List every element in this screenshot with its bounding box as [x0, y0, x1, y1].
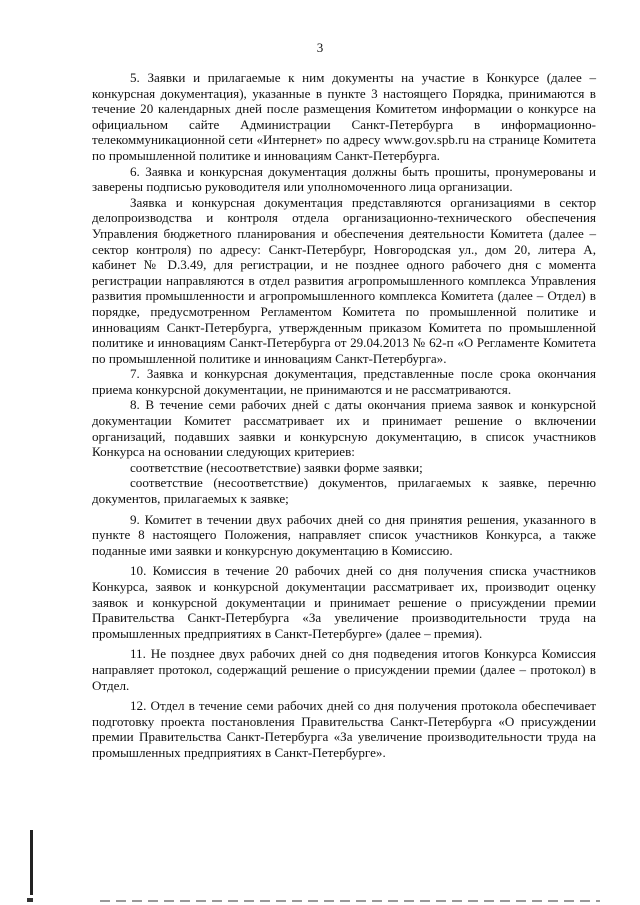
paragraph-number: 12.	[130, 698, 147, 714]
scan-edge-mark	[27, 898, 33, 902]
paragraph-number: 5.	[130, 70, 140, 85]
paragraph-number: 8.	[130, 397, 140, 413]
paragraph-text: В течение семи рабочих дней с даты окончания приема заявок и конкурсной документации Комитет рассматривает их и принимает решение о включении организаций, подавших заявки и конкурсную документацию, в список участников Конкурса на основании следующих критериев:	[92, 397, 596, 460]
paragraph-text: Комитет в течении двух рабочих дней со дня принятия решения, указанного в пункте 8 настоящего Положения, направляет список участников Конкурса, а также поданные ими заявки и конкурсную документацию в Комиссию.	[92, 511, 596, 558]
paragraph-7	[92, 366, 596, 397]
page-number: 3	[316, 40, 324, 55]
paragraph-9	[92, 512, 596, 559]
paragraph-text: соответствие (несоответствие) документов, прилагаемых к заявке, перечню документов, прилагаемых к заявке;	[92, 475, 596, 507]
paragraph-number: 6.	[130, 163, 140, 179]
scan-binding-mark	[30, 830, 33, 895]
scan-bottom-edge	[100, 900, 600, 902]
paragraph-text: соответствие (несоответствие) заявки форме заявки;	[130, 459, 423, 475]
paragraph-number: 9.	[130, 511, 140, 527]
criterion-1	[92, 460, 596, 476]
paragraph-8	[92, 397, 596, 459]
paragraph-6	[92, 164, 596, 195]
paragraph-text: Заявка и конкурсная документация, представленные после срока окончания приема конкурсной документации, не принимаются и не рассматриваются.	[92, 366, 596, 397]
paragraph-text: Комиссия в течение 20 рабочих дней со дня получения списка участников Конкурса, заявок и конкурсной документации рассматривает их, производит оценку заявок и конкурсной документации и принимает решение о присуждении премии Правительства Санкт-Петербурга «За увеличение производительности труда на промышленных предприятиях в Санкт-Петербурге» (далее – премия).	[92, 563, 596, 641]
paragraph-text: Заявка и конкурсная документация должны быть прошиты, пронумерованы и заверены подписью руководителя или уполномоченного лица организации.	[92, 163, 596, 195]
paragraph-text: Заявка и конкурсная документация представляются организациями в сектор делопроизводства и контроля отдела организационно-технического обеспечения Управления бюджетного планирования и обеспечения деятельности Комитета (далее – сектор контроля) по адресу: Санкт-Петербург, Новгородская ул., дом 20, литера А, кабинет № D.3.49, для регистрации, и не позднее одного рабочего дня с момента регистрации направляются в отдел развития агропромышленного комплекса Управления развития промышленности и агропромышленного комплекса Комитета (далее – Отдел) в порядке, предусмотренном Регламентом Комитета по промышленной политике и инновациям Санкт-Петербурга, утвержденным приказом Комитета по промышленной политике и инновациям Санкт-Петербурга от 29.04.2013 № 62-п «О Регламенте Комитета по промышленной политике и инновациям Санкт-Петербурга».	[92, 194, 596, 366]
paragraph-12	[92, 698, 596, 760]
paragraph-number: 10.	[130, 563, 147, 579]
paragraph-text: Отдел в течение семи рабочих дней со дня получения протокола обеспечивает подготовку проекта постановления Правительства Санкт-Петербурга «О присуждении премии Правительства Санкт-Петербурга «За увеличение производительности труда на промышленных предприятиях в Санкт-Петербурге».	[92, 698, 596, 760]
paragraph-10	[92, 563, 596, 641]
criterion-2	[92, 475, 596, 506]
paragraph-text: Заявки и прилагаемые к ним документы на участие в Конкурсе (далее – конкурсная документация), указанные в пункте 3 настоящего Порядка, принимаются в течение 20 календарных дней после размещения Комитетом информации о конкурсе на официальном сайте Администрации Санкт-Петербурга в информационно-телекоммуникационной сети «Интернет» по адресу www.gov.spb.ru на странице Комитета по промышленной политике и инновациям Санкт-Петербурга.	[92, 70, 596, 163]
paragraph-number: 11.	[130, 646, 146, 662]
paragraph-11	[92, 646, 596, 693]
paragraph-number: 7.	[130, 366, 140, 382]
document-body	[92, 70, 596, 761]
paragraph-5	[92, 70, 596, 164]
paragraph-6-submission	[92, 195, 596, 367]
paragraph-text: Не позднее двух рабочих дней со дня подведения итогов Конкурса Комиссия направляет протокол, содержащий решение о присуждении премии (далее – протокол) в Отдел.	[92, 646, 596, 693]
